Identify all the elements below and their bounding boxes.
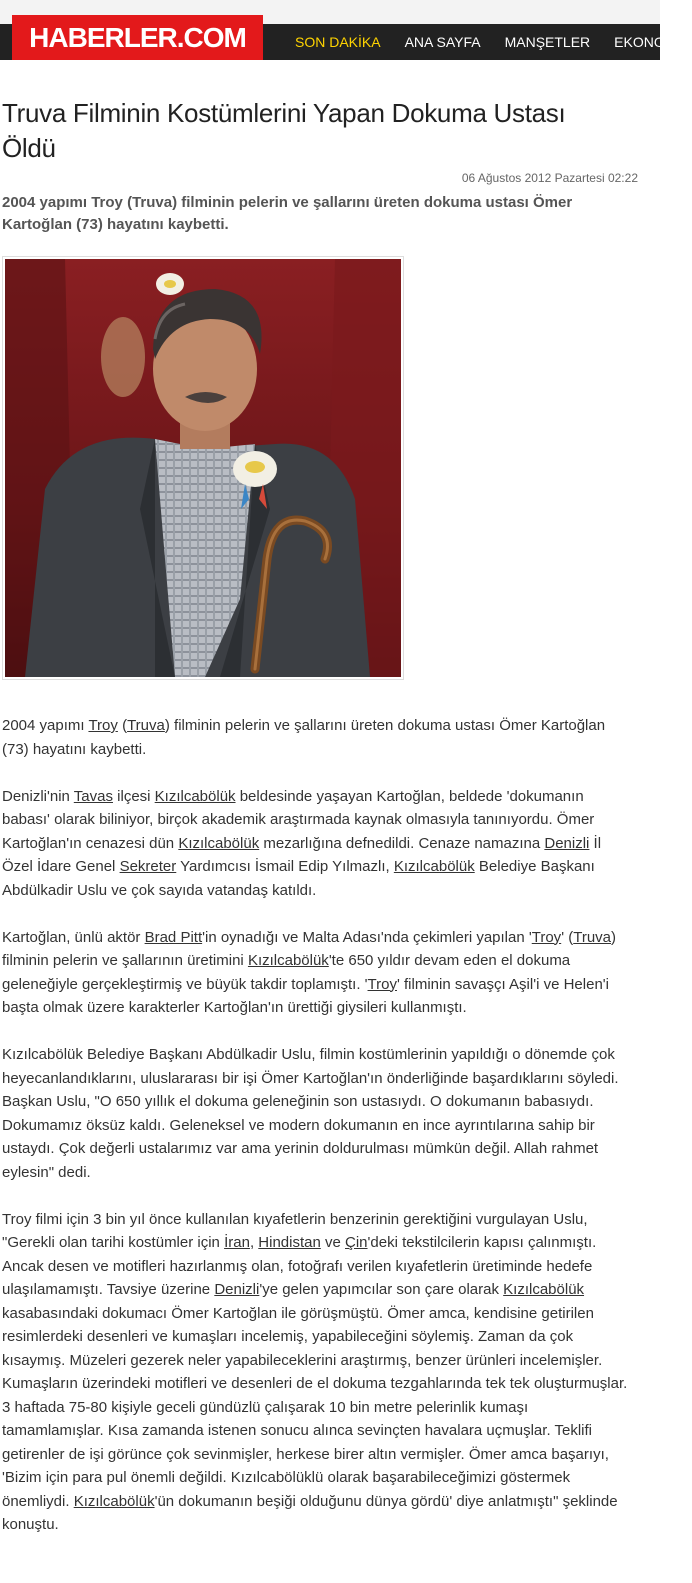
link-denizli[interactable]: Denizli (544, 834, 590, 852)
link-truva[interactable]: Truva (573, 928, 612, 946)
link-kizilcabolük[interactable]: Kızılcabölük (247, 952, 329, 969)
article-title: Truva Filminin Kostümlerini Yapan Dokuma Ustası Öldü (2, 98, 566, 163)
link-kizilcabolük[interactable]: Kızılcabölük (154, 787, 236, 805)
article-spot: 2004 yapımı Troy (Truva) filminin pelerin ve şallarını üreten dokuma ustası Ömer Kartoğlan (73) hayatını kaybetti. (2, 194, 573, 233)
link-kizilcabolük[interactable]: Kızılcabölük (503, 1281, 585, 1298)
link-brad-pitt[interactable]: Brad Pitt (144, 928, 203, 946)
paragraph-1: 2004 yapımı Troy (Truva) filminin pelerin ve şallarını üreten dokuma ustası Ömer Kartoğlan (73) hayatını kaybetti. (2, 717, 606, 758)
nav-item-ekonomi[interactable]: EKONOMİ (614, 34, 681, 50)
photo-illustration (5, 259, 401, 677)
link-truva[interactable]: Truva (127, 717, 165, 734)
link-troy[interactable]: Troy (367, 975, 397, 993)
paragraph-2: Denizli'nin Tavas ilçesi Kızılcabölük beldesinde yaşayan Kartoğlan, beldede 'dokumanın babası' olarak biliniyor, birçok akademik araştırmada kaynak olmasıyla tanınıyordu. Ömer Kartoğlan'ın cenazesi dün Kızılcabölük mezarlığına defnedildi. Cenaze namazına Denizli İl Özel İdare Genel Sekreter Yardımcısı İsmail Edip Yılmazlı, Kızılcabölük Belediye Başkanı Abdülkadir Uslu ve çok sayıda vatandaş katıldı. (2, 787, 602, 899)
link-sekreter[interactable]: Sekreter (119, 858, 177, 875)
article-body (2, 714, 632, 1560)
link-tavas[interactable]: Tavas (73, 787, 113, 805)
paragraph-5: Troy filmi için 3 bin yıl önce kullanılan kıyafetlerin benzerinin gerektiğini vurgulayan Uslu, "Gerekli olan tarihi kostümler için İran, Hindistan ve Çin'deki tekstilcilerin kapısı çalınmıştı. Ancak desen ve motifleri hazırlanmış olan, fotoğrafı verilen kıyafetlerin üretiminde hedefe ulaşılamamıştı. Tavsiye üzerine Denizli'ye gelen yapımcılar son çare olarak Kızılcabölük kasabasındaki dokumacı Ömer Kartoğlan ile görüşmüştü. Ömer amca, kendisine getirilen resimlerdeki desenleri ve kumaşları incelemiş, yapabileceğini söylemiş. Zaman da çok kısaymış. Müzeleri gezerek neler yapabileceklerini araştırmış, benzer ürünleri incelemişler. Kumaşların üzerindeki motifleri ve desenleri de el dokuma tezgahlarında tek tek oluşturmuşlar. 3 haftada 75-80 kişiyle geceli gündüzlü çalışarak 10 bin metre pelerinlik kumaşı tamamlamışlar. Kısa zamanda istenen sonucu alınca sevinçten havalara uçmuşlar. Teklifi getirenler de işi görünce çok sevinmişler, herkese birer altın vermişler. Ömer amca başarıyı, 'Bizim için para pul önemli değildi. Kızılcabölüklü olarak başarabileceğimizi göstermek önemliydi. Kızılcabölük'ün dokumanın beşiği olduğunu dünya gördü' diye anlatmıştı" şeklinde konuştu. (2, 1210, 628, 1533)
link-troy[interactable]: Troy (88, 717, 118, 734)
link-kizilcabolük[interactable]: Kızılcabölük (393, 858, 475, 875)
nav-item-ana-sayfa[interactable]: ANA SAYFA (404, 34, 481, 50)
link-denizli[interactable]: Denizli (214, 1281, 260, 1298)
link-hindistan[interactable]: Hindistan (258, 1234, 321, 1251)
link-troy[interactable]: Troy (531, 928, 562, 946)
site-logo[interactable]: HABERLER.COM (12, 15, 263, 60)
article-date: 06 Ağustos 2012 Pazartesi 02:22 (461, 171, 638, 185)
paragraph-4: Kızılcabölük Belediye Başkanı Abdülkadir Uslu, filmin kostümlerinin yapıldığı o dönemde çok heyecanlandıklarını, uluslararası bir işi Ömer Kartoğlan'ın önderliğinde başardıklarını söyledi. Başkan Uslu, "O 650 yıllık el dokuma geleneğinin son ustasıydı. O dokumanın babasıydı. Dokumamız öksüz kaldı. Geleneksel ve modern dokumanın en ince ayrıntılarına sahip bir ustaydı. Çok değerli ustalarımız var ama yerinin doldurulması mümkün değil. Allah rahmet eylesin" dedi. (2, 1046, 619, 1181)
link-kizilcabolük[interactable]: Kızılcabölük (73, 1492, 155, 1510)
main-nav (283, 24, 692, 60)
link-cin[interactable]: Çin (345, 1234, 368, 1251)
paragraph-3: Kartoğlan, ünlü aktör Brad Pitt'in oynadığı ve Malta Adası'nda çekimleri yapılan 'Troy' (Truva) filminin pelerin ve şallarının üretimini Kızılcabölük'te 650 yıldır devam eden el dokuma geleneğiyle gerçekleştirmiş ve büyük takdir toplamıştı. 'Troy' filminin savaşçı Aşil'i ve Helen'i başta olmak üzere karakterler Kartoğlan'ın ürettiği giysileri kullanmıştı. (2, 928, 617, 1016)
link-kizilcabolük[interactable]: Kızılcabölük (178, 834, 260, 852)
article-photo (2, 256, 404, 680)
link-iran[interactable]: İran (224, 1234, 250, 1251)
nav-item-mansetler[interactable]: MANŞETLER (504, 34, 591, 50)
nav-item-son-dakika[interactable]: SON DAKİKA (295, 34, 381, 50)
